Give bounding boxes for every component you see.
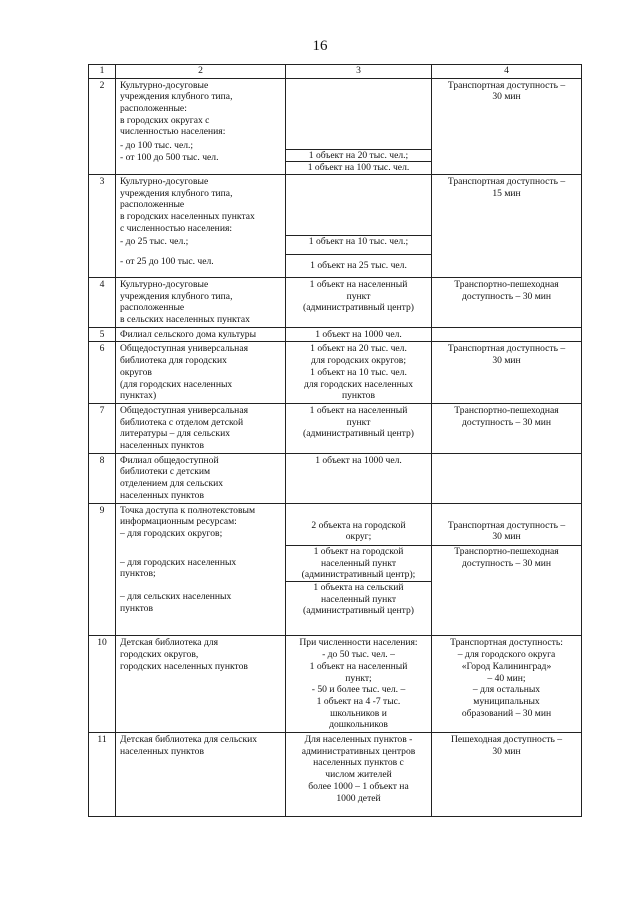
table-row [89, 503, 582, 636]
access-cell: Транспортная доступность – 30 мин [432, 342, 582, 404]
table-row [89, 78, 582, 174]
sub-norm: 1 объект на 20 тыс. чел.; [286, 149, 431, 162]
row-name: Культурно-досуговые учреждения клубного типа, расположенные в сельских населенных пунктах [116, 277, 286, 327]
access-cell: Пешеходная доступность – 30 мин [432, 733, 582, 817]
header-col-4: 4 [432, 65, 582, 79]
table-row [89, 636, 582, 733]
sub-norm: 1 объект на городской населенный пункт (административный центр); [286, 545, 431, 581]
row-name: Филиал общедоступной библиотеки с детским отделением для сельских населенных пунктов [116, 453, 286, 503]
row-name-cell [116, 503, 286, 636]
sub-label: – для сельских населенных пунктов [120, 591, 232, 614]
sub-norm: 2 объекта на городской округ; [311, 519, 406, 543]
norm-cell [286, 503, 432, 636]
row-name: Общедоступная универсальная библиотека с отделом детской литературы – для сельских населенных пунктов [116, 403, 286, 453]
table-row [89, 327, 582, 342]
sub-label: – для городских населенных пунктов; [120, 556, 237, 580]
row-number: 7 [89, 403, 116, 453]
access-cell: Транспортная доступность – 30 мин [432, 78, 582, 174]
sub-label: - от 25 до 100 тыс. чел. [120, 256, 214, 268]
norm-cell: При численности населения: - до 50 тыс. чел. – 1 объект на населенный пункт; - 50 и более тыс. чел. – 1 объект на 4 -7 тыс. школьников и дошкольников [286, 636, 432, 733]
row-number: 6 [89, 342, 116, 404]
sub-norm: 1 объект на 10 тыс. чел.; [286, 235, 431, 248]
norm-cell [286, 174, 432, 277]
page-number: 16 [312, 38, 328, 54]
row-number: 11 [89, 733, 116, 817]
row-number: 5 [89, 327, 116, 342]
sub-access: Транспортно-пешеходная доступность – 30 мин [432, 545, 581, 569]
header-col-1: 1 [89, 65, 116, 79]
row-name: Детская библиотека для городских округов, городских населенных пунктов [116, 636, 286, 733]
row-name-cell [116, 78, 286, 174]
row-name: Культурно-досуговые учреждения клубного типа, расположенные: в городских округах с численностью населения: [120, 79, 233, 138]
access-cell: Транспортная доступность: – для городского округа «Город Калининград» – 40 мин; – для остальных муниципальных образований – 30 мин [432, 636, 582, 733]
norm-cell [286, 78, 432, 174]
row-number: 8 [89, 453, 116, 503]
header-col-2: 2 [116, 65, 286, 79]
access-cell: Транспортная доступность – 15 мин [432, 174, 582, 277]
table-row [89, 453, 582, 503]
sub-label: - от 100 до 500 тыс. чел. [120, 151, 219, 163]
norm-cell: 1 объект на населенный пункт (административный центр) [286, 403, 432, 453]
row-name: Точка доступа к полнотекстовым информационным ресурсам: [120, 504, 256, 528]
row-name: Филиал сельского дома культуры [116, 327, 286, 342]
norm-cell: Для населенных пунктов - административных центров населенных пунктов с числом жителей более 1000 – 1 объект на 1000 детей [286, 733, 432, 817]
sub-label: - до 100 тыс. чел.; [120, 140, 194, 152]
standards-table [88, 64, 582, 817]
table-row [89, 174, 582, 277]
table-row [89, 403, 582, 453]
row-name: Культурно-досуговые учреждения клубного типа, расположенные в городских населенных пунктах с численностью населения: [120, 175, 255, 234]
row-name-cell [116, 174, 286, 277]
row-number: 9 [89, 503, 116, 636]
sub-access: Транспортная доступность – 30 мин [447, 519, 566, 543]
norm-cell: 1 объект на 20 тыс. чел. для городских округов; 1 объект на 10 тыс. чел. для городских населенных пунктов [286, 342, 432, 404]
access-cell: Транспортно-пешеходная доступность – 30 мин [432, 277, 582, 327]
access-cell: Транспортно-пешеходная доступность – 30 мин [432, 403, 582, 453]
access-cell [432, 453, 582, 503]
row-name: Детская библиотека для сельских населенных пунктов [116, 733, 286, 817]
table-row [89, 733, 582, 817]
row-number: 3 [89, 174, 116, 277]
row-number: 10 [89, 636, 116, 733]
table-row [89, 277, 582, 327]
header-col-3: 3 [286, 65, 432, 79]
sub-norm: 1 объекта на сельский населенный пункт (административный центр) [286, 581, 431, 617]
norm-cell: 1 объект на 1000 чел. [286, 327, 432, 342]
sub-norm: 1 объект на 100 тыс. чел. [286, 161, 431, 174]
sub-norm: 1 объект на 25 тыс. чел. [286, 254, 431, 272]
access-cell [432, 327, 582, 342]
access-cell [432, 503, 582, 636]
norm-cell: 1 объект на 1000 чел. [286, 453, 432, 503]
table-header-row [89, 65, 582, 79]
row-number: 4 [89, 277, 116, 327]
row-number: 2 [89, 78, 116, 174]
table-row [89, 342, 582, 404]
sub-label: - до 25 тыс. чел.; [120, 236, 189, 248]
row-name: Общедоступная универсальная библиотека для городских округов (для городских населенных пунктах) [116, 342, 286, 404]
sub-label: – для городских округов; [120, 527, 223, 539]
norm-cell: 1 объект на населенный пункт (административный центр) [286, 277, 432, 327]
